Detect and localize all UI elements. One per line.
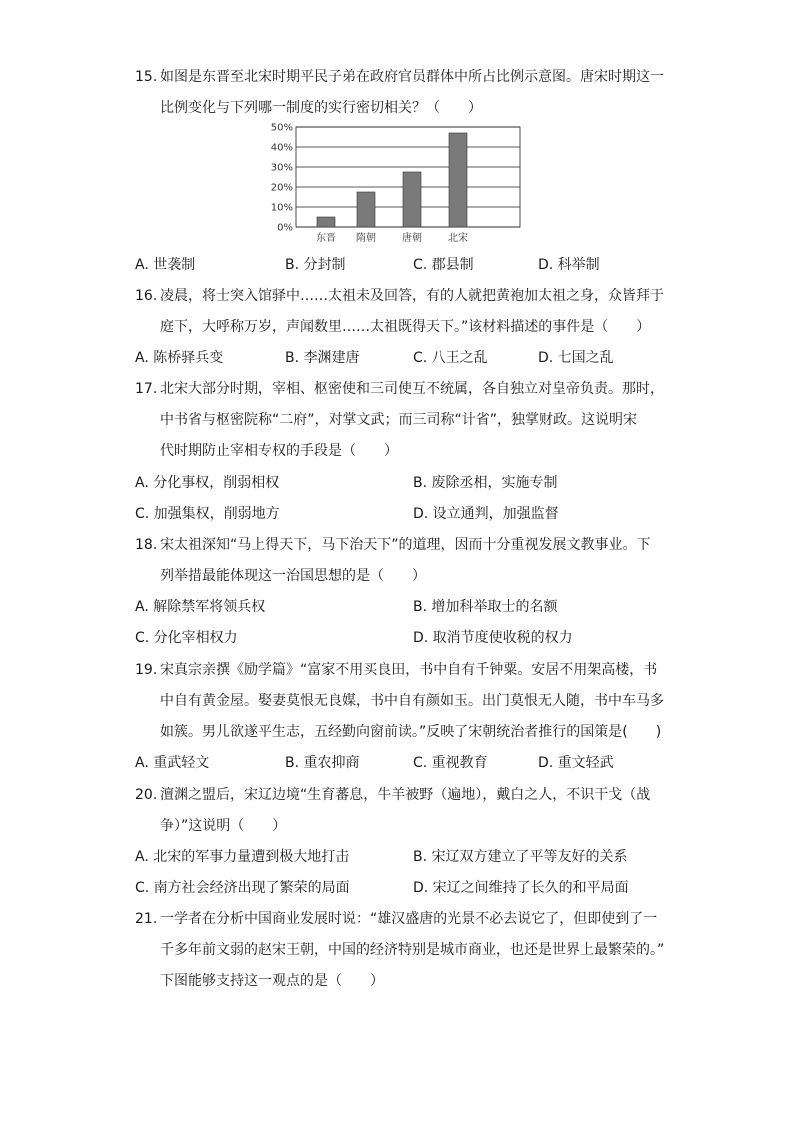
question-15-option-d: D. 科举制 <box>538 257 600 273</box>
question-16-number: 16. <box>135 288 158 304</box>
question-16-option-c: C. 八王之乱 <box>413 350 488 366</box>
question-17-stem-line-1: 北宋大部分时期，宰相、枢密使和三司使互不统属，各自独立对皇帝负责。那时， <box>160 381 664 397</box>
question-19-number: 19. <box>135 662 158 678</box>
question-18-stem-line-1: 宋太祖深知“马上得天下，马下治天下”的道理，因而十分重视发展文教事业。下 <box>160 537 651 553</box>
question-20-number: 20. <box>135 787 158 803</box>
bar-chart <box>265 122 527 250</box>
question-18-option-d: D. 取消节度使收税的权力 <box>413 630 573 646</box>
question-20-option-d: D. 宋辽之间维持了长久的和平局面 <box>413 880 629 896</box>
question-20-option-c: C. 南方社会经济出现了繁荣的局面 <box>135 880 350 896</box>
question-17-option-b: B. 废除丞相，实施专制 <box>413 475 558 491</box>
y-tick-label: 50% <box>270 122 293 134</box>
question-16-stem-line-1: 凌晨，将士突入馆驿中……太祖未及回答，有的人就把黄袍加太祖之身，众皆拜于 <box>160 288 664 304</box>
question-17-option-c: C. 加强集权，削弱地方 <box>135 506 280 522</box>
question-18-option-b: B. 增加科举取士的名额 <box>413 599 558 615</box>
question-15-option-a: A. 世袭制 <box>135 257 196 273</box>
question-19-option-c: C. 重视教育 <box>413 755 488 771</box>
bar <box>403 172 421 227</box>
x-tick-label: 东晋 <box>316 233 336 244</box>
question-21-stem-line-2: 千多年前文弱的赵宋王朝，中国的经济特别是城市商业，也还是世界上最繁荣的。” <box>160 942 665 958</box>
question-15-stem-line-1: 如图是东晋至北宋时期平民子弟在政府官员群体中所占比例示意图。唐宋时期这一 <box>160 69 664 85</box>
bar <box>317 217 335 227</box>
x-tick-label: 唐朝 <box>402 233 422 244</box>
y-tick-label: 30% <box>270 162 293 174</box>
question-17-option-d: D. 设立通判，加强监督 <box>413 506 559 522</box>
question-15-stem-line-2: 比例变化与下列哪一制度的实行密切相关？（ ） <box>160 100 482 116</box>
bar <box>357 192 375 227</box>
question-21-number: 21. <box>135 911 158 927</box>
x-tick-label: 北宋 <box>448 233 468 244</box>
question-20-option-b: B. 宋辽双方建立了平等友好的关系 <box>413 849 628 865</box>
question-19-option-d: D. 重文轻武 <box>538 755 614 771</box>
question-19-stem-line-1: 宋真宗亲撰《励学篇》“富家不用买良田，书中自有千钟粟。安居不用架高楼，书 <box>160 662 658 678</box>
question-20-stem-line-2: 争）”这说明（ ） <box>160 818 287 834</box>
question-17-stem-line-2: 中书省与枢密院称“二府”，对掌文武；而三司称“计省”，独掌财政。这说明宋 <box>160 412 638 428</box>
y-tick-label: 40% <box>270 142 293 154</box>
question-19-option-a: A. 重武轻文 <box>135 755 210 771</box>
question-16-stem-line-2: 庭下，大呼称万岁，声闻数里……太祖既得天下。”该材料描述的事件是（ ） <box>160 319 651 335</box>
question-18-option-c: C. 分化宰相权力 <box>135 630 238 646</box>
question-19-option-b: B. 重农抑商 <box>285 755 360 771</box>
question-20-option-a: A. 北宋的军事力量遭到极大地打击 <box>135 849 350 865</box>
question-20-stem-line-1: 澶渊之盟后，宋辽边境“生育蕃息，牛羊被野（遍地），戴白之人，不识干戈（战 <box>160 787 651 803</box>
question-18-stem-line-2: 列举措最能体现这一治国思想的是（ ） <box>160 568 426 584</box>
question-16-option-b: B. 李渊建唐 <box>285 350 360 366</box>
y-tick-label: 20% <box>270 182 293 194</box>
question-19-stem-line-3: 如簇。男儿欲遂平生志，五经勤向窗前读。”反映了宋朝统治者推行的国策是( ) <box>160 724 662 740</box>
question-15-option-b: B. 分封制 <box>285 257 346 273</box>
question-17-number: 17. <box>135 381 158 397</box>
question-19-stem-line-2: 中自有黄金屋。娶妻莫恨无良媒，书中自有颜如玉。出门莫恨无人随，书中车马多 <box>160 693 664 709</box>
question-16-option-a: A. 陈桥驿兵变 <box>135 350 224 366</box>
question-18-number: 18. <box>135 537 158 553</box>
y-tick-label: 10% <box>270 202 293 214</box>
question-18-option-a: A. 解除禁军将领兵权 <box>135 599 266 615</box>
question-17-option-a: A. 分化事权，削弱相权 <box>135 475 280 491</box>
question-17-stem-line-3: 代时期防止宰相专权的手段是（ ） <box>160 443 398 459</box>
bar <box>449 133 467 227</box>
question-15-option-c: C. 郡县制 <box>413 257 474 273</box>
y-tick-label: 0% <box>277 222 293 234</box>
question-16-option-d: D. 七国之乱 <box>538 350 614 366</box>
question-15-number: 15. <box>135 69 158 85</box>
x-tick-label: 隋朝 <box>356 233 376 244</box>
question-21-stem-line-3: 下图能够支持这一观点的是（ ） <box>160 973 384 989</box>
question-21-stem-line-1: 一学者在分析中国商业发展时说：“雄汉盛唐的光景不必去说它了，但即使到了一 <box>160 911 658 927</box>
